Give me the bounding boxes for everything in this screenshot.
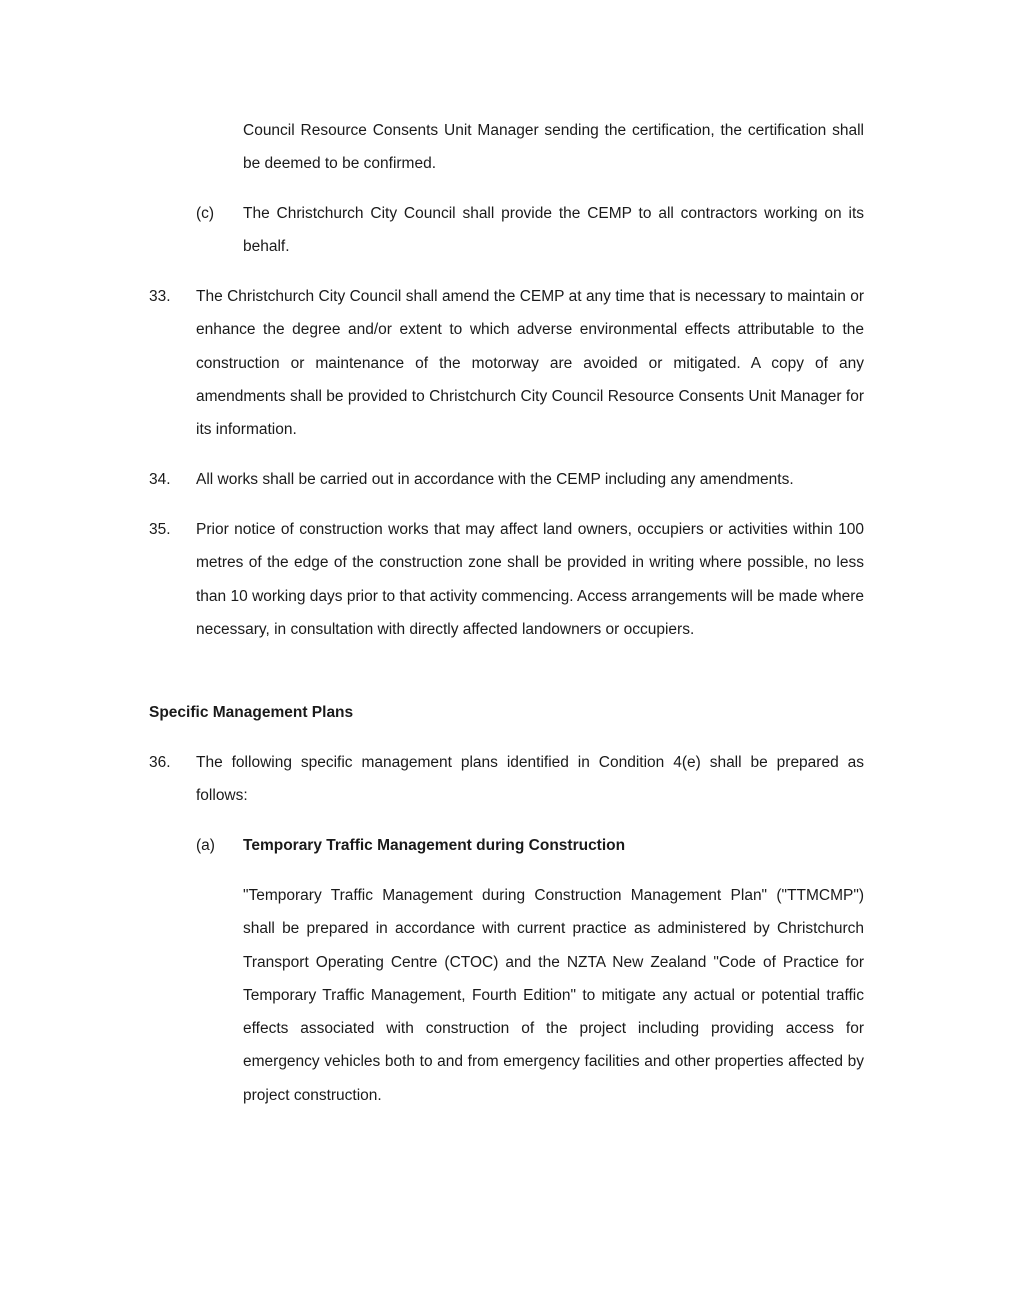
paragraph-32c-label: (c) xyxy=(196,205,215,222)
paragraph-34-label: 34. xyxy=(149,471,171,488)
paragraph-36a-label: (a) xyxy=(196,837,215,854)
paragraph-34-text: All works shall be carried out in accordance with the CEMP including any amendments. xyxy=(196,471,794,488)
section-heading: Specific Management Plans xyxy=(149,704,354,721)
paragraph-32c-text: The Christchurch City Council shall provide the CEMP to all contractors working on its behalf. xyxy=(243,205,864,256)
paragraph-35-label: 35. xyxy=(149,521,171,538)
paragraph-36a-title: Temporary Traffic Management during Construction xyxy=(243,837,626,854)
paragraph-36-label: 36. xyxy=(149,754,171,771)
paragraph-35-text: Prior notice of construction works that may affect land owners, occupiers or activities within 100 metres of the edge of the construction zone shall be provided in writing where possible, no less than 10 working days prior to that activity commencing. Access arrangements will be made where necessary, in consultation with directly affected landowners or occupiers. xyxy=(196,521,864,638)
paragraph-36a-text: "Temporary Traffic Management during Construction Management Plan" ("TTMCMP") shall be prepared in accordance with current practice as administered by Christchurch Transport Operating Centre (CTOC) and the NZTA New Zealand "Code of Practice for Temporary Traffic Management, Fourth Edition" to mitigate any actual or potential traffic effects associated with construction of the project including providing access for emergency vehicles both to and from emergency facilities and other properties affected by project construction. xyxy=(243,887,864,1104)
paragraph-36-text: The following specific management plans identified in Condition 4(e) shall be prepared as follows: xyxy=(196,754,864,805)
paragraph-32b-continuation: Council Resource Consents Unit Manager sending the certification, the certification shall be deemed to be confirmed. xyxy=(243,122,864,173)
paragraph-33-text: The Christchurch City Council shall amend the CEMP at any time that is necessary to maintain or enhance the degree and/or extent to which adverse environmental effects attributable to the construction or maintenance of the motorway are avoided or mitigated. A copy of any amendments shall be provided to Christchurch City Council Resource Consents Unit Manager for its information. xyxy=(196,288,864,439)
paragraph-33-label: 33. xyxy=(149,288,171,305)
